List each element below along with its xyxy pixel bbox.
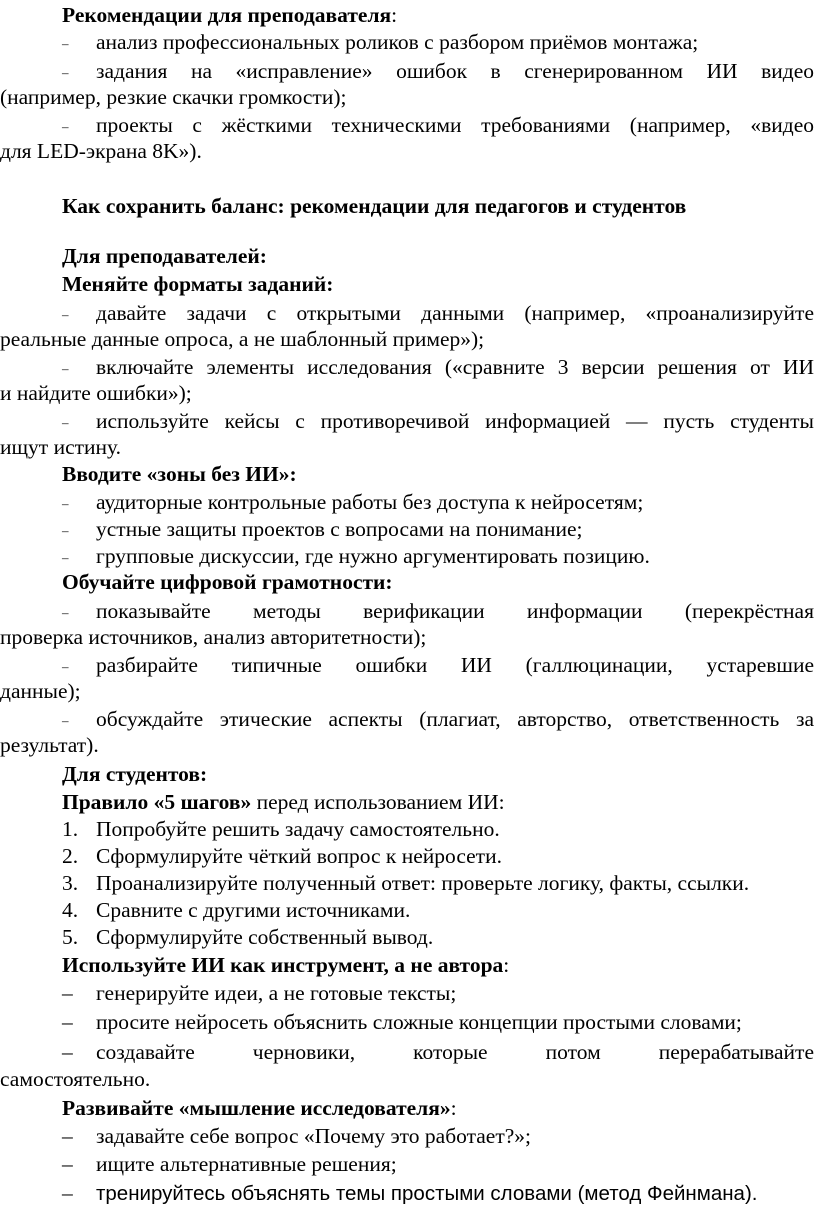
list-item: задавайте себе вопрос «Почему это работает?»; — [96, 1124, 532, 1148]
group-title-digital-literacy: Обучайте цифровой грамотности: — [62, 570, 393, 594]
bullet-dash: – — [62, 65, 69, 80]
subheading-for-students: Для студентов: — [62, 762, 208, 786]
bullet-dash: – — [62, 1124, 73, 1148]
bullet-dash: – — [62, 36, 69, 51]
step-number: 3. — [62, 871, 79, 895]
group-title-researcher-mindset: Развивайте «мышление исследователя»: — [62, 1096, 457, 1120]
group-title-no-ai-zones: Вводите «зоны без ИИ»: — [62, 462, 297, 486]
list-item: используйте кейсы с противоречивой информацией — пусть студенты — [96, 409, 814, 433]
subheading-for-teachers: Для преподавателей: — [62, 244, 267, 268]
bullet-dash: – — [62, 713, 69, 728]
list-item-continuation: для LED-экрана 8K»). — [0, 139, 202, 163]
step-item: Сформулируйте чёткий вопрос к нейросети. — [96, 844, 502, 868]
bullet-dash: – — [62, 523, 69, 538]
list-item-continuation: ищут истину. — [0, 435, 122, 459]
bullet-dash: – — [62, 981, 73, 1005]
rule-five-steps: Правило «5 шагов» перед использованием ИИ: — [62, 790, 505, 814]
list-item: создавайте черновики, которые потом перерабатывайте — [96, 1040, 814, 1064]
list-item-continuation: проверка источников, анализ авторитетности); — [0, 625, 427, 649]
bullet-dash: – — [62, 659, 69, 674]
list-item-continuation: результат). — [0, 733, 99, 757]
bullet-dash: – — [62, 1040, 73, 1064]
list-item: задания на «исправление» ошибок в сгенерированном ИИ видео — [96, 59, 814, 83]
list-item: тренируйтесь объяснять темы простыми словами (метод Фейнмана). — [96, 1182, 758, 1205]
step-item: Сравните с другими источниками. — [96, 898, 411, 922]
list-item: включайте элементы исследования («сравните 3 версии решения от ИИ — [96, 355, 814, 379]
list-item-continuation: самостоятельно. — [0, 1067, 151, 1091]
list-item: устные защиты проектов с вопросами на понимание; — [96, 517, 583, 541]
step-number: 4. — [62, 898, 79, 922]
list-item: обсуждайте этические аспекты (плагиат, авторство, ответственность за — [96, 707, 814, 731]
list-item: ищите альтернативные решения; — [96, 1152, 397, 1176]
group-title-formats: Меняйте форматы заданий: — [62, 272, 334, 296]
list-item: разбирайте типичные ошибки ИИ (галлюцинации, устаревшие — [96, 653, 814, 677]
list-item-continuation: данные); — [0, 679, 81, 703]
list-item: генерируйте идеи, а не готовые тексты; — [96, 981, 457, 1005]
list-item: проекты с жёсткими техническими требованиями (например, «видео — [96, 113, 814, 137]
list-item-continuation: реальные данные опроса, а не шаблонный пример»); — [0, 327, 485, 351]
group-title-ai-as-tool: Используйте ИИ как инструмент, а не автора: — [62, 953, 510, 977]
bullet-dash: – — [62, 496, 69, 511]
list-item-continuation: и найдите ошибки»); — [0, 381, 192, 405]
bullet-dash: – — [62, 415, 69, 430]
step-number: 1. — [62, 817, 79, 841]
step-item: Попробуйте решить задачу самостоятельно. — [96, 817, 500, 841]
list-item: анализ профессиональных роликов с разбором приёмов монтажа; — [96, 30, 699, 54]
list-item: показывайте методы верификации информации (перекрёстная — [96, 599, 814, 623]
list-item: аудиторные контрольные работы без доступа к нейросетям; — [96, 490, 644, 514]
step-item: Проанализируйте полученный ответ: проверьте логику, факты, ссылки. — [96, 871, 750, 895]
bullet-dash: – — [62, 605, 69, 620]
list-item-continuation: (например, резкие скачки громкости); — [0, 85, 347, 109]
bullet-dash: – — [62, 1181, 73, 1205]
list-item: групповые дискуссии, где нужно аргументировать позицию. — [96, 544, 650, 568]
step-item: Сформулируйте собственный вывод. — [96, 925, 434, 949]
section-title-teacher-recommendations: Рекомендации для преподавателя: — [62, 3, 398, 27]
step-number: 5. — [62, 925, 79, 949]
list-item: давайте задачи с открытыми данными (например, «проанализируйте — [96, 301, 814, 325]
bullet-dash: – — [62, 119, 69, 134]
bullet-dash: – — [62, 1152, 73, 1176]
list-item: просите нейросеть объяснить сложные концепции простыми словами; — [96, 1010, 742, 1034]
section-heading-balance: Как сохранить баланс: рекомендации для педагогов и студентов — [62, 194, 687, 218]
bullet-dash: – — [62, 1010, 73, 1034]
step-number: 2. — [62, 844, 79, 868]
bullet-dash: – — [62, 550, 69, 565]
bullet-dash: – — [62, 307, 69, 322]
bullet-dash: – — [62, 361, 69, 376]
